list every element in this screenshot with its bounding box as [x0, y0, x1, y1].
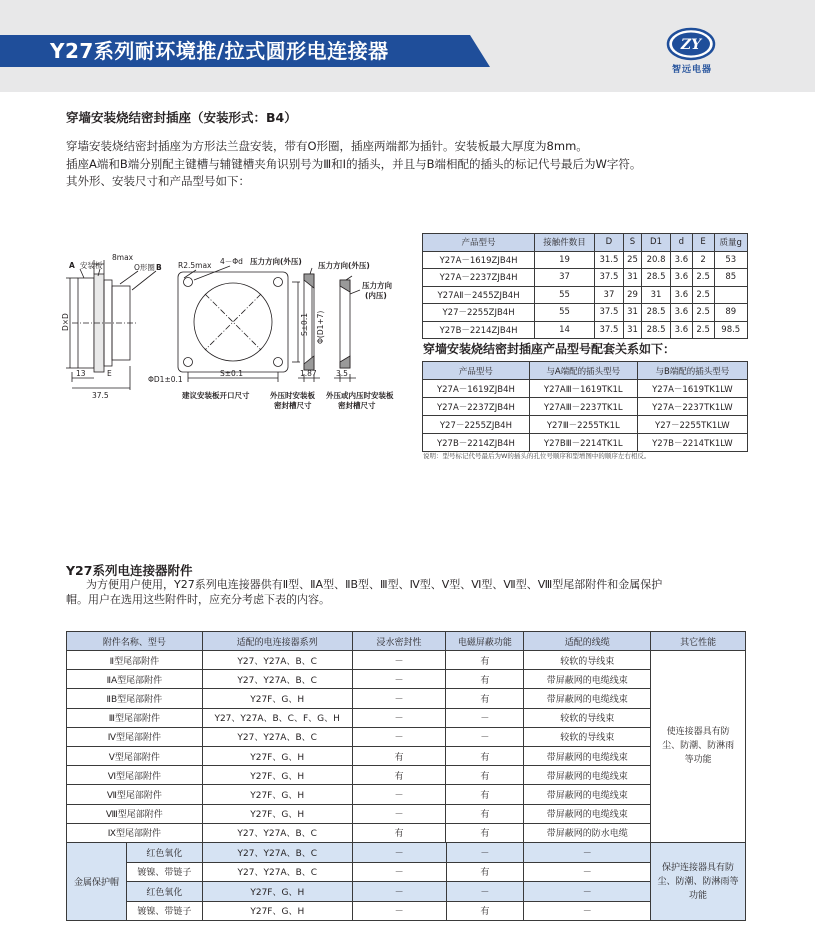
- acc-cell: －: [352, 651, 446, 670]
- acc-cell: Ⅶ型尾部附件: [67, 785, 203, 804]
- acc-cell: 较软的导线束: [524, 708, 651, 727]
- acc-cell: 带屏蔽网的电缆线束: [524, 785, 651, 804]
- section2-heading: Y27系列电连接器附件: [66, 563, 193, 578]
- spec-cell: [714, 286, 748, 304]
- acc-cell: －: [352, 689, 446, 708]
- acc-cell: Y27、Y27A、B、C: [202, 727, 352, 746]
- match-cell: Y27A－2237TK1LW: [637, 398, 747, 416]
- table-row: [67, 708, 746, 727]
- cap-cell: －: [352, 882, 446, 902]
- acc-cell: －: [446, 727, 524, 746]
- spec-cell: Y27AⅡ－2455ZJB4H: [423, 286, 535, 304]
- acc-header: 浸水密封性: [352, 632, 446, 651]
- spec-cell: Y27B－2214ZJB4H: [423, 321, 535, 339]
- label-13: 13: [76, 369, 86, 378]
- spec-cell: 37: [595, 286, 624, 304]
- acc-cell: Ⅸ型尾部附件: [67, 823, 203, 842]
- acc-header: 适配的电连接器系列: [202, 632, 352, 651]
- acc-cell: 有: [446, 785, 524, 804]
- cap-cell: Y27F、G、H: [202, 901, 352, 921]
- spec-cell: 2.5: [692, 304, 714, 322]
- table-row: [423, 416, 748, 434]
- spec-cell: 31.5: [595, 251, 624, 269]
- table-row: [67, 804, 746, 823]
- label-s-right: S±0.1: [300, 313, 309, 336]
- acc-cell: Y27F、G、H: [202, 804, 352, 823]
- acc-cell: 有: [446, 651, 524, 670]
- cap-other-performance: 保护连接器具有防尘、防潮、防淋雨等功能: [651, 843, 746, 921]
- cap-cell: 有: [446, 862, 524, 882]
- spec-cell: 19: [535, 251, 595, 269]
- acc-cell: Ⅳ型尾部附件: [67, 727, 203, 746]
- table-row: [423, 398, 748, 416]
- label-press-out-1: 压力方向(外压): [250, 257, 302, 266]
- label-press-out-2: 压力方向(外压): [318, 261, 370, 270]
- mount-hole: [274, 358, 283, 367]
- section1-paragraph-1: 穿墙安装烧结密封插座为方形法兰盘安装，带有O形圈，插座两端都为插针。安装板最大厚度为8mm。: [66, 139, 588, 153]
- spec-cell: 2.5: [692, 321, 714, 339]
- cap-cell: 镀镍、带链子: [126, 862, 202, 882]
- spec-cell: 31: [623, 304, 641, 322]
- match-note: 说明：型号标记代号最后为W的插头的孔位号顺序和型增图中的顺序左右相反。: [423, 452, 651, 460]
- acc-cell: ⅡB型尾部附件: [67, 689, 203, 708]
- label-dxd: D×D: [61, 313, 70, 331]
- label-e: E: [107, 369, 112, 378]
- match-cell: Y27A－1619TK1LW: [637, 380, 747, 398]
- label-d17: Φ(D1+7): [316, 310, 325, 344]
- spec-cell: Y27－2255ZJB4H: [423, 304, 535, 322]
- spec-cell: 85: [714, 269, 748, 287]
- spec-table: [422, 233, 748, 339]
- cap-cell: 红色氧化: [126, 843, 202, 863]
- mount-hole: [184, 358, 193, 367]
- cap-group-label: 金属保护帽: [67, 843, 127, 921]
- acc-cell: 带屏蔽网的电缆线束: [524, 766, 651, 785]
- match-cell: Y27－2255ZJB4H: [423, 416, 530, 434]
- acc-header: 其它性能: [651, 632, 746, 651]
- spec-cell: 20.8: [642, 251, 671, 269]
- acc-cell: 带屏蔽网的电缆线束: [524, 746, 651, 765]
- acc-cell: 带屏蔽网的电缆线束: [524, 804, 651, 823]
- spec-header: D1: [642, 234, 671, 252]
- spec-header: S: [623, 234, 641, 252]
- section1-paragraph-2: 插座A端和B端分别配主键槽与辅键槽夹角识别号为Ⅲ和Ⅰ的插头，并且与B端相配的插头的标记代号最后为W字符。: [66, 157, 642, 171]
- spec-cell: 89: [714, 304, 748, 322]
- table-row: [423, 434, 748, 452]
- cap-cell: 镀镍、带链子: [126, 901, 202, 921]
- mount-hole: [184, 278, 193, 287]
- cap-cell: －: [524, 882, 651, 902]
- acc-cell: 有: [446, 746, 524, 765]
- table-row: [67, 689, 746, 708]
- spec-cell: 2.5: [692, 286, 714, 304]
- acc-cell: －: [446, 708, 524, 727]
- spec-header: 接触件数目: [535, 234, 595, 252]
- acc-cell: 有: [352, 823, 446, 842]
- match-header: 与A端配的插头型号: [529, 362, 637, 380]
- label-37-5: 37.5: [92, 391, 109, 400]
- acc-cell: 有: [352, 766, 446, 785]
- spec-cell: 3.6: [670, 304, 692, 322]
- match-cell: Y27B－2214TK1LW: [637, 434, 747, 452]
- table-row: [67, 843, 746, 863]
- acc-cell: Y27F、G、H: [202, 746, 352, 765]
- spec-cell: 31: [623, 321, 641, 339]
- label-mount-plate: 安装板: [80, 261, 103, 270]
- acc-cell: 带屏蔽网的电缆线束: [524, 670, 651, 689]
- spec-cell: 37.5: [595, 304, 624, 322]
- section1-heading: 穿墙安装烧结密封插座（安装形式：B4）: [66, 110, 297, 125]
- table-row: [423, 286, 748, 304]
- acc-cell: －: [352, 727, 446, 746]
- match-title: 穿墙安装烧结密封插座产品型号配套关系如下：: [423, 342, 676, 356]
- spec-cell: 14: [535, 321, 595, 339]
- match-header: 产品型号: [423, 362, 530, 380]
- table-row: [67, 670, 746, 689]
- spec-header: D: [595, 234, 624, 252]
- table-row: [67, 785, 746, 804]
- spec-cell: 3.6: [670, 251, 692, 269]
- table-row: [423, 269, 748, 287]
- cap-cell: 有: [446, 901, 524, 921]
- logo-text: ZY: [680, 37, 702, 53]
- spec-header: d: [670, 234, 692, 252]
- acc-cell: －: [352, 804, 446, 823]
- acc-cell: Ⅵ型尾部附件: [67, 766, 203, 785]
- other-performance-tail: 使连接器具有防尘、防潮、防淋雨等功能: [651, 651, 746, 843]
- section2-paragraph-1: 为方便用户使用，Y27系列电连接器供有Ⅱ型、ⅡA型、ⅡB型、Ⅲ型、Ⅳ型、Ⅴ型、Ⅵ型、Ⅶ型、Ⅷ型尾部附件和金属保护: [86, 578, 663, 591]
- label-phi-d1: ΦD1±0.1: [148, 375, 183, 384]
- spec-cell: Y27A－1619ZJB4H: [423, 251, 535, 269]
- spec-cell: 37.5: [595, 321, 624, 339]
- table-row: [423, 304, 748, 322]
- acc-cell: 较软的导线束: [524, 651, 651, 670]
- zy-logo-icon: [666, 27, 716, 61]
- table-row: [67, 727, 746, 746]
- caption-groove-inner-2: 密封槽尺寸: [338, 401, 376, 410]
- match-header: 与B端配的插头型号: [637, 362, 747, 380]
- flange-square: [178, 272, 288, 372]
- acc-cell: －: [352, 785, 446, 804]
- acc-cell: 有: [446, 823, 524, 842]
- acc-header: 附件名称、型号: [67, 632, 203, 651]
- spec-cell: 28.5: [642, 269, 671, 287]
- cap-cell: －: [524, 843, 651, 863]
- cap-cell: －: [352, 843, 446, 863]
- acc-cell: 有: [352, 746, 446, 765]
- spec-cell: 98.5: [714, 321, 748, 339]
- accessory-table: [66, 631, 746, 843]
- label-a: A: [69, 261, 75, 270]
- acc-cell: 有: [446, 804, 524, 823]
- spec-cell: 53: [714, 251, 748, 269]
- spec-cell: 29: [623, 286, 641, 304]
- spec-cell: 3.6: [670, 286, 692, 304]
- acc-header: 适配的线缆: [524, 632, 651, 651]
- label-oring: O形圈: [134, 263, 155, 272]
- label-4phid: 4－Φd: [220, 257, 243, 266]
- acc-header: 电磁屏蔽功能: [446, 632, 524, 651]
- logo-caption: 智远电器: [671, 65, 712, 75]
- acc-cell: ⅡA型尾部附件: [67, 670, 203, 689]
- spec-cell: 31: [642, 286, 671, 304]
- match-cell: Y27A－1619ZJB4H: [423, 380, 530, 398]
- acc-cell: －: [352, 708, 446, 727]
- label-1-87: 1.87: [300, 369, 317, 378]
- caption-groove-outer-1: 外压时安装板: [270, 391, 315, 400]
- cap-cell: －: [446, 882, 524, 902]
- acc-cell: Ⅱ型尾部附件: [67, 651, 203, 670]
- match-cell: Y27－2255TK1LW: [637, 416, 747, 434]
- label-b: B: [156, 263, 162, 272]
- spec-cell: 37: [535, 269, 595, 287]
- mounting-drawing: [60, 250, 420, 428]
- cap-cell: Y27、Y27A、B、C: [202, 862, 352, 882]
- cap-table: [66, 842, 746, 921]
- spec-cell: 28.5: [642, 304, 671, 322]
- cap-cell: Y27、Y27A、B、C: [202, 843, 352, 863]
- table-row: [423, 251, 748, 269]
- spec-cell: 55: [535, 304, 595, 322]
- caption-panel-cutout: 建议安装板开口尺寸: [182, 391, 250, 400]
- label-press-in: 压力方向: [362, 281, 392, 290]
- acc-cell: 有: [446, 670, 524, 689]
- acc-cell: Ⅴ型尾部附件: [67, 746, 203, 765]
- cap-cell: 红色氧化: [126, 882, 202, 902]
- acc-cell: Y27、Y27A、B、C: [202, 670, 352, 689]
- label-press-in-2: (内压): [365, 291, 387, 300]
- spec-cell: 31: [623, 269, 641, 287]
- table-row: [423, 321, 748, 339]
- label-s-bottom: S±0.1: [220, 369, 243, 378]
- spec-header: 质量g: [714, 234, 748, 252]
- spec-cell: 28.5: [642, 321, 671, 339]
- match-cell: Y27B－2214ZJB4H: [423, 434, 530, 452]
- page-title: Y27系列耐环境推/拉式圆形电连接器: [50, 39, 389, 63]
- mount-hole: [274, 278, 283, 287]
- groove-section-inner: [340, 280, 350, 368]
- acc-cell: Y27F、G、H: [202, 689, 352, 708]
- table-row: [423, 380, 748, 398]
- table-row: [67, 766, 746, 785]
- label-r25: R2.5max: [178, 261, 212, 270]
- spec-header: 产品型号: [423, 234, 535, 252]
- acc-cell: Y27F、G、H: [202, 785, 352, 804]
- table-row: [67, 862, 746, 882]
- spec-cell: 25: [623, 251, 641, 269]
- acc-cell: 有: [446, 766, 524, 785]
- match-cell: Y27AⅢ－1619TK1L: [529, 380, 637, 398]
- caption-groove-inner-1: 外压或内压时安装板: [326, 391, 394, 400]
- cap-cell: Y27F、G、H: [202, 882, 352, 902]
- acc-cell: 带屏蔽网的防水电缆: [524, 823, 651, 842]
- cap-cell: －: [352, 862, 446, 882]
- cap-cell: －: [524, 901, 651, 921]
- cap-cell: －: [352, 901, 446, 921]
- acc-cell: Y27、Y27A、B、C: [202, 823, 352, 842]
- spec-cell: Y27A－2237ZJB4H: [423, 269, 535, 287]
- acc-cell: Y27、Y27A、B、C、F、G、H: [202, 708, 352, 727]
- match-cell: Y27BⅢ－2214TK1L: [529, 434, 637, 452]
- spec-cell: 2.5: [692, 269, 714, 287]
- cap-cell: －: [446, 843, 524, 863]
- table-row: [67, 882, 746, 902]
- spec-cell: 3.6: [670, 321, 692, 339]
- section1-paragraph-3: 其外形、安装尺寸和产品型号如下：: [66, 174, 250, 188]
- spec-header: E: [692, 234, 714, 252]
- acc-cell: －: [352, 670, 446, 689]
- table-row: [67, 746, 746, 765]
- match-table: [422, 361, 748, 452]
- acc-cell: 较软的导线束: [524, 727, 651, 746]
- spec-cell: 3.6: [670, 269, 692, 287]
- acc-cell: Y27、Y27A、B、C: [202, 651, 352, 670]
- caption-groove-outer-2: 密封槽尺寸: [274, 401, 312, 410]
- label-3-5: 3.5: [336, 369, 348, 378]
- acc-cell: Y27F、G、H: [202, 766, 352, 785]
- table-row: [67, 823, 746, 842]
- match-cell: Y27Ⅲ－2255TK1L: [529, 416, 637, 434]
- spec-cell: 55: [535, 286, 595, 304]
- label-8max: 8max: [112, 253, 134, 262]
- acc-cell: 有: [446, 689, 524, 708]
- spec-cell: 2: [692, 251, 714, 269]
- section2-paragraph-2: 帽。用户在选用这些附件时，应充分考虑下表的内容。: [66, 593, 330, 606]
- acc-cell: 带屏蔽网的电缆线束: [524, 689, 651, 708]
- cap-cell: －: [524, 862, 651, 882]
- table-row: [67, 651, 746, 670]
- acc-cell: Ⅷ型尾部附件: [67, 804, 203, 823]
- acc-cell: Ⅲ型尾部附件: [67, 708, 203, 727]
- spec-cell: 37.5: [595, 269, 624, 287]
- match-cell: Y27AⅢ－2237TK1L: [529, 398, 637, 416]
- table-row: [67, 901, 746, 921]
- match-cell: Y27A－2237ZJB4H: [423, 398, 530, 416]
